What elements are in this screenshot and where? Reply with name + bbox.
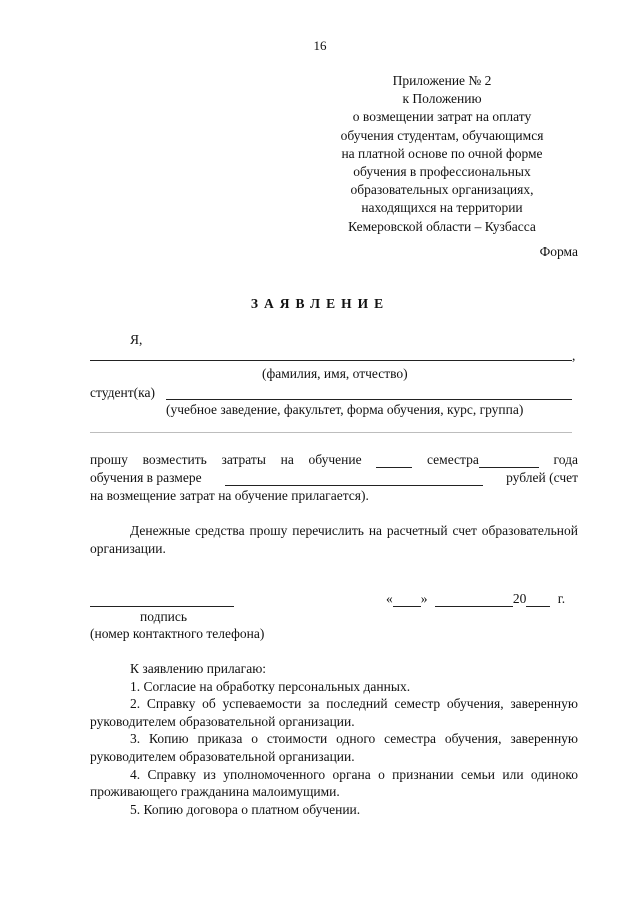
attachments-list [90,660,578,818]
appendix-line: Кемеровской области – Кузбасса [348,218,536,234]
request-text: рублей (счет [506,470,578,485]
transfer-paragraph: Денежные средства прошу перечислить на расчетный счет образовательной организации. [90,523,578,556]
request-word: прошу [90,452,128,467]
fio-input-line[interactable] [90,360,572,361]
amount-blank[interactable] [225,473,483,486]
phone-label: (номер контактного телефона) [90,626,265,641]
attachments-heading: К заявлению прилагаю: [130,661,267,676]
list-item: 3. Копию приказа о стоимости одного семестра обучения, заверенную руководителем образовательной организации. [90,731,578,764]
date-block [386,591,565,607]
request-word: семестра [427,452,479,467]
appendix-line: образовательных организациях, [350,182,534,198]
student-input-line[interactable] [166,399,572,400]
appendix-line: к Положению [402,91,482,107]
appendix-header [310,72,574,236]
page-number: 16 [313,38,327,53]
year-prefix: 20 [512,591,527,606]
request-line-3: на возмещение затрат на обучение прилагается). [90,488,369,503]
appendix-line: на платной основе по очной форме [341,145,543,161]
request-word: обучение [308,452,362,467]
extra-input-line[interactable] [90,432,572,433]
fio-hint: (фамилия, имя, отчество) [262,366,408,381]
year-blank[interactable] [479,455,539,468]
request-word: возместить [142,452,207,467]
student-label: студент(ка) [90,385,155,400]
ya-label: Я, [130,332,143,347]
list-item: 2. Справку об успеваемости за последний семестр обучения, заверенную руководителем образовательной организации. [90,696,578,729]
fio-comma: , [572,348,576,363]
request-line-2 [90,470,578,486]
list-item: 4. Справку из уполномоченного органа о признании семьи или одиноко проживающего гражданина малоимущими. [90,766,578,800]
appendix-line: обучения студентам, обучающимся [340,127,544,143]
appendix-line: о возмещении затрат на оплату [352,109,532,125]
signature-label: подпись [140,609,188,624]
list-item: 1. Согласие на обработку персональных данных. [130,678,411,694]
document-title: ЗАЯВЛЕНИЕ [250,296,390,311]
date-quote-open: « [386,591,393,606]
appendix-line: находящихся на территории [361,200,523,216]
list-item: 5. Копию договора о платном обучении. [130,801,361,817]
signature-line[interactable] [90,606,234,607]
date-quote-close: » [420,591,428,606]
appendix-line: Приложение № 2 [392,73,492,88]
year-digits-blank[interactable] [526,594,550,607]
day-blank[interactable] [393,594,421,607]
request-word: года [553,452,578,467]
education-hint: (учебное заведение, факультет, форма обучения, курс, группа) [166,402,524,417]
year-suffix: г. [557,591,566,606]
semester-number-blank[interactable] [376,455,412,468]
request-line-1 [90,452,578,468]
request-text: обучения в размере [90,470,202,485]
appendix-line: обучения в профессиональных [353,164,531,180]
month-blank[interactable] [435,594,513,607]
form-label: Форма [539,244,578,259]
request-word: на [280,452,294,467]
request-word: затраты [221,452,266,467]
